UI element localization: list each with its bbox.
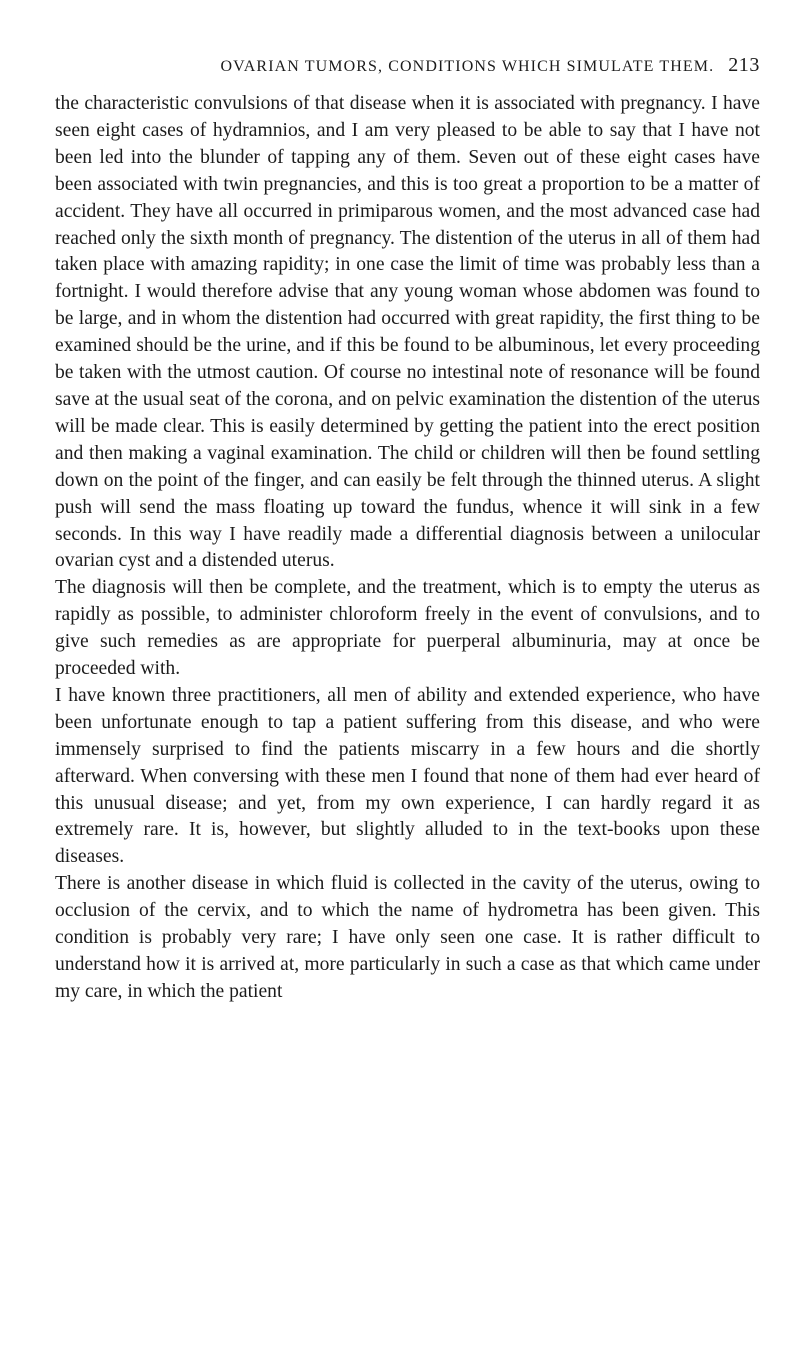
running-head-title: OVARIAN TUMORS, CONDITIONS WHICH SIMULATE THEM. [220, 58, 715, 75]
paragraph-2: The diagnosis will then be complete, and the treatment, which is to empty the uterus as rapidly as possible, to administer chloroform freely in the event of convulsions, and to give such remedies as are appropriate for puerperal albuminuria, may at once be proceeded with. [55, 577, 760, 680]
paragraph-3: I have known three practitioners, all men of ability and extended experience, who have been unfortunate enough to tap a patient suffering from this disease, and who were immensely surprised to find the patients miscarry in a few hours and die shortly afterward. When conversing with these men I found that none of them had ever heard of this unusual disease; and yet, from my own experience, I can hardly regard it as extremely rare. It is, however, but slightly alluded to in the text-books upon these diseases. [55, 684, 760, 868]
running-head [55, 54, 760, 77]
body-text [55, 91, 760, 1006]
paragraph-1: the characteristic convulsions of that disease when it is associated with pregnancy. I have seen eight cases of hydramnios, and I am very pleased to be able to say that I have not been led into the blunder of tapping any of them. Seven out of these eight cases have been associated with twin pregnancies, and this is too great a proportion to be a matter of accident. They have all occurred in primiparous women, and the most advanced case had reached only the sixth month of pregnancy. The distention of the uterus in all of them had taken place with amazing rapidity; in one case the limit of time was probably less than a fortnight. I would therefore advise that any young woman whose abdomen was found to be large, and in whom the distention had occurred with great rapidity, the first thing to be examined should be the urine, and if this be found to be albuminous, let every proceeding be taken with the utmost caution. Of course no intestinal note of resonance will be found save at the usual seat of the corona, and on pelvic examination the distention of the uterus will be made clear. This is easily determined by getting the patient into the erect position and then making a vaginal examination. The child or children will then be found settling down on the point of the finger, and can easily be felt through the thinned uterus. A slight push will send the mass floating up toward the fundus, whence it will sink in a few seconds. In this way I have readily made a differential diagnosis between a unilocular ovarian cyst and a distended uterus. [55, 93, 760, 572]
page-number: 213 [728, 54, 760, 76]
paragraph-4: There is another disease in which fluid is collected in the cavity of the uterus, owing to occlusion of the cervix, and to which the name of hydrometra has been given. This condition is probably very rare; I have only seen one case. It is rather difficult to understand how it is arrived at, more particularly in such a case as that which came under my care, in which the patient [55, 873, 760, 1002]
